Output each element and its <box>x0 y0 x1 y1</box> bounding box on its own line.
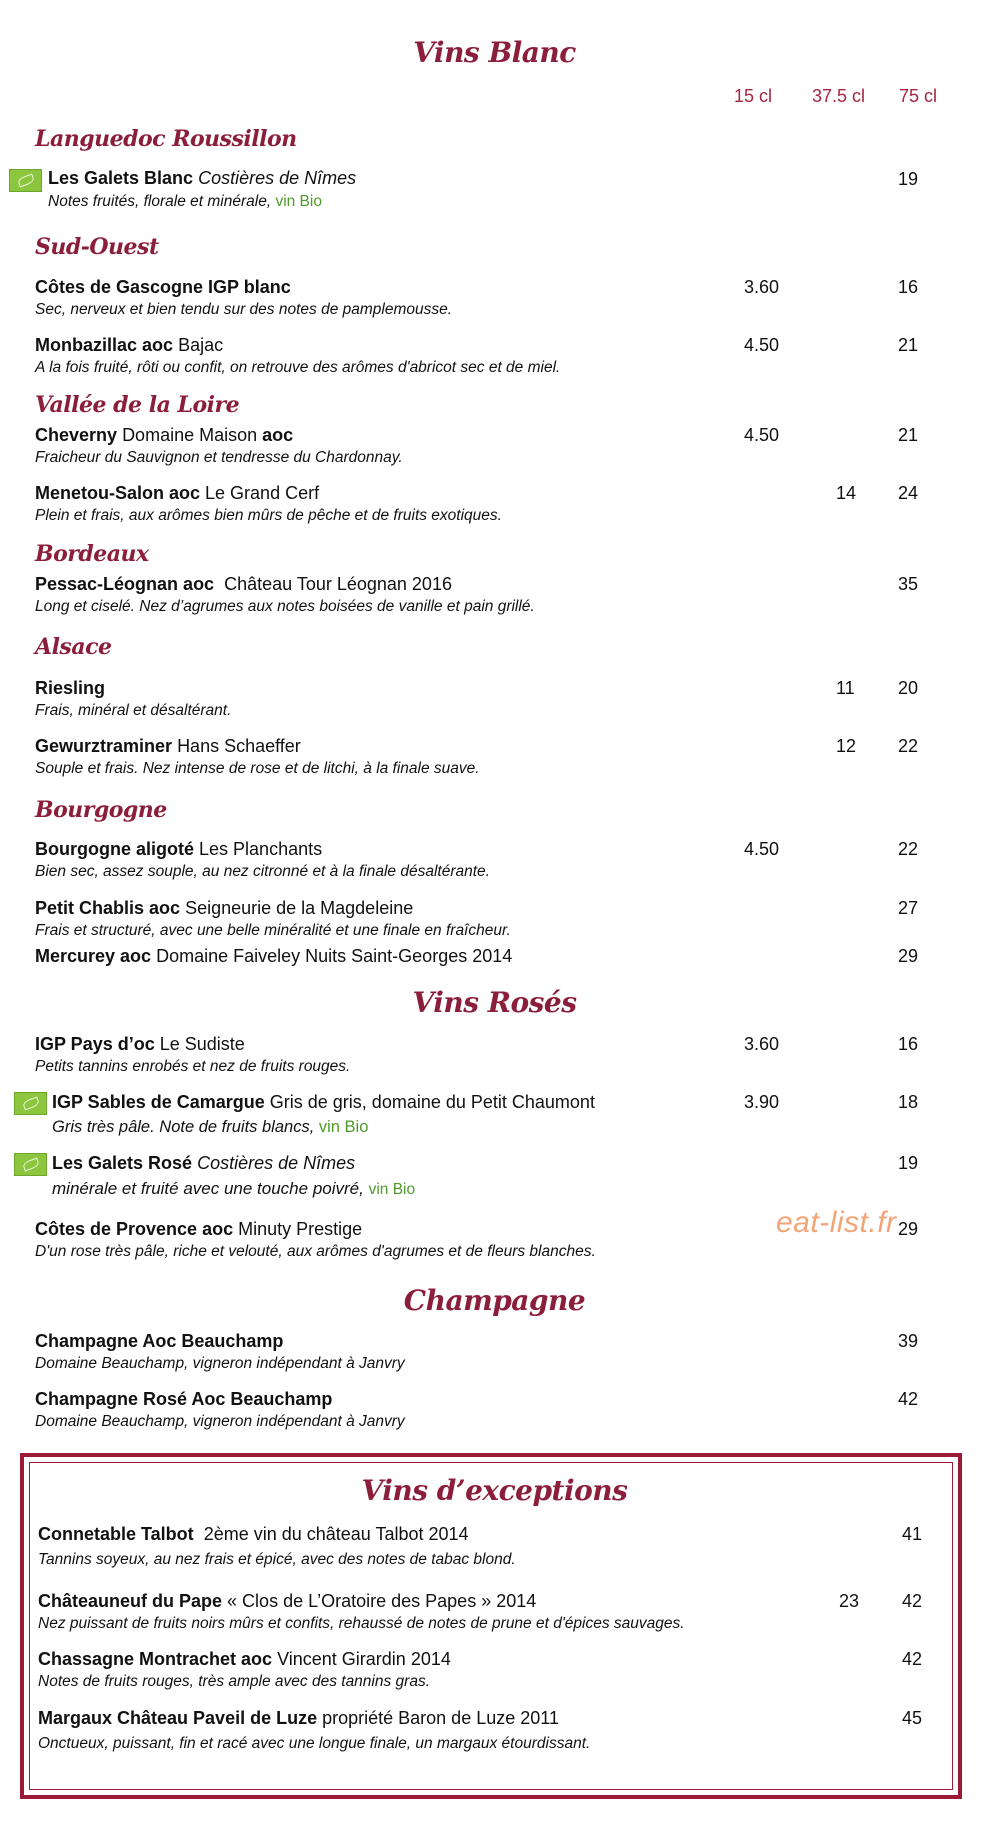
price-15cl: 3.60 <box>744 277 780 297</box>
column-header-15cl: 15 cl <box>734 86 773 106</box>
wine-description: Notes fruités, florale et minérale, vin Bio <box>48 193 322 210</box>
price-75cl: 18 <box>898 1092 919 1112</box>
price-75cl: 24 <box>898 483 919 503</box>
price-75cl: 39 <box>898 1331 919 1351</box>
price-75cl: 29 <box>898 946 919 966</box>
price-75cl: 45 <box>902 1708 923 1728</box>
wine-description: Petits tannins enrobés et nez de fruits rouges. <box>35 1058 351 1075</box>
wine-name: Chassagne Montrachet aoc Vincent Girardin 2014 <box>38 1649 451 1669</box>
price-75cl: 22 <box>898 736 919 756</box>
price-75cl: 21 <box>898 425 919 445</box>
region-languedoc: Languedoc Roussillon <box>35 126 297 152</box>
wine-description: Domaine Beauchamp, vigneron indépendant à Janvry <box>35 1355 405 1372</box>
wine-name: Monbazillac aoc Bajac <box>35 335 224 355</box>
wine-name: Champagne Aoc Beauchamp <box>35 1331 284 1351</box>
price-37cl: 12 <box>836 736 857 756</box>
price-75cl: 16 <box>898 277 919 297</box>
watermark: eat-list.fr <box>776 1206 897 1239</box>
price-37cl: 14 <box>836 483 857 503</box>
wine-name: Champagne Rosé Aoc Beauchamp <box>35 1389 333 1409</box>
wine-description: Nez puissant de fruits noirs mûrs et confits, rehaussé de notes de prune et d'épices sauvages. <box>38 1615 685 1632</box>
wine-description: Long et ciselé. Nez d’agrumes aux notes boisées de vanille et pain grillé. <box>35 598 535 615</box>
wine-description: Plein et frais, aux arômes bien mûrs de pêche et de fruits exotiques. <box>35 507 502 524</box>
section-title-vins-blanc: Vins Blanc <box>413 36 576 69</box>
price-75cl: 35 <box>898 574 919 594</box>
price-37cl: 11 <box>836 678 855 698</box>
column-header-75cl: 75 cl <box>899 86 938 106</box>
region-sud-ouest: Sud-Ouest <box>35 234 159 260</box>
organic-leaf-icon <box>14 1153 47 1176</box>
bio-label: vin Bio <box>275 193 322 210</box>
bio-label: vin Bio <box>318 1118 369 1136</box>
region-bourgogne: Bourgogne <box>35 797 167 823</box>
wine-name: Cheverny Domaine Maison aoc <box>35 425 294 445</box>
price-75cl: 21 <box>898 335 919 355</box>
price-15cl: 3.60 <box>744 1034 780 1054</box>
wine-name: Riesling <box>35 678 106 698</box>
wine-name: Connetable Talbot 2ème vin du château Talbot 2014 <box>38 1524 469 1544</box>
wine-description: Gris très pâle. Note de fruits blancs, vin Bio <box>52 1118 369 1136</box>
price-75cl: 41 <box>902 1524 923 1544</box>
section-title-vins-roses: Vins Rosés <box>412 986 577 1019</box>
wine-description: Frais, minéral et désaltérant. <box>35 702 232 719</box>
wine-description: minérale et fruité avec une touche poivré, vin Bio <box>52 1179 416 1198</box>
price-75cl: 29 <box>898 1219 919 1239</box>
price-75cl: 27 <box>898 898 919 918</box>
wine-description: Notes de fruits rouges, très ample avec des tannins gras. <box>38 1673 431 1690</box>
price-75cl: 42 <box>902 1649 923 1669</box>
price-75cl: 19 <box>898 1153 919 1173</box>
price-75cl: 42 <box>902 1591 923 1611</box>
wine-name: Gewurztraminer Hans Schaeffer <box>35 736 301 756</box>
price-37cl: 23 <box>839 1591 860 1611</box>
wine-name: Côtes de Gascogne IGP blanc <box>35 277 291 297</box>
wine-name: Les Galets Rosé Costières de Nîmes <box>52 1153 356 1173</box>
wine-name: Menetou-Salon aoc Le Grand Cerf <box>35 483 320 503</box>
wine-name: Petit Chablis aoc Seigneurie de la Magdeleine <box>35 898 414 918</box>
price-75cl: 20 <box>898 678 919 698</box>
price-75cl: 42 <box>898 1389 919 1409</box>
wine-name: Châteauneuf du Pape « Clos de L’Oratoire des Papes » 2014 <box>38 1591 537 1611</box>
price-75cl: 19 <box>898 169 919 189</box>
wine-name: Les Galets Blanc Costières de Nîmes <box>48 168 357 188</box>
wine-name: Pessac-Léognan aoc Château Tour Léognan 2016 <box>35 574 452 594</box>
region-bordeaux: Bordeaux <box>35 541 149 567</box>
wine-name: Bourgogne aligoté Les Planchants <box>35 839 323 859</box>
wine-name: Margaux Château Paveil de Luze propriété Baron de Luze 2011 <box>38 1708 559 1728</box>
organic-leaf-icon <box>9 169 42 192</box>
wine-name: IGP Sables de Camargue Gris de gris, domaine du Petit Chaumont <box>52 1092 595 1112</box>
region-alsace: Alsace <box>35 634 112 660</box>
price-15cl: 3.90 <box>744 1092 780 1112</box>
price-75cl: 22 <box>898 839 919 859</box>
wine-description: A la fois fruité, rôti ou confit, on retrouve des arômes d'abricot sec et de miel. <box>35 359 561 376</box>
wine-description: Domaine Beauchamp, vigneron indépendant à Janvry <box>35 1413 405 1430</box>
wine-description: Fraicheur du Sauvignon et tendresse du Chardonnay. <box>35 449 403 466</box>
wine-name: IGP Pays d’oc Le Sudiste <box>35 1034 245 1054</box>
price-15cl: 4.50 <box>744 839 780 859</box>
wine-description: Tannins soyeux, au nez frais et épicé, avec des notes de tabac blond. <box>38 1551 516 1568</box>
bio-label: vin Bio <box>368 1181 416 1198</box>
price-15cl: 4.50 <box>744 425 780 445</box>
wine-description: Souple et frais. Nez intense de rose et de litchi, à la finale suave. <box>35 760 480 777</box>
column-header-37cl: 37.5 cl <box>812 86 866 106</box>
wine-name: Côtes de Provence aoc Minuty Prestige <box>35 1219 363 1239</box>
organic-leaf-icon <box>14 1092 47 1115</box>
section-title-vins-exceptions: Vins d’exceptions <box>361 1474 628 1507</box>
wine-description: Bien sec, assez souple, au nez citronné et à la finale désaltérante. <box>35 863 490 880</box>
price-75cl: 16 <box>898 1034 919 1054</box>
section-title-champagne: Champagne <box>403 1284 586 1317</box>
wine-description: Sec, nerveux et bien tendu sur des notes de pamplemousse. <box>35 301 453 318</box>
price-15cl: 4.50 <box>744 335 780 355</box>
wine-description: D'un rose très pâle, riche et velouté, aux arômes d'agrumes et de fleurs blanches. <box>35 1243 596 1260</box>
wine-name: Mercurey aoc Domaine Faiveley Nuits Saint-Georges 2014 <box>35 946 513 966</box>
region-loire: Vallée de la Loire <box>35 392 240 418</box>
wine-description: Frais et structuré, avec une belle minéralité et une finale en fraîcheur. <box>35 922 511 939</box>
wine-description: Onctueux, puissant, fin et racé avec une longue finale, un margaux étourdissant. <box>38 1735 591 1752</box>
